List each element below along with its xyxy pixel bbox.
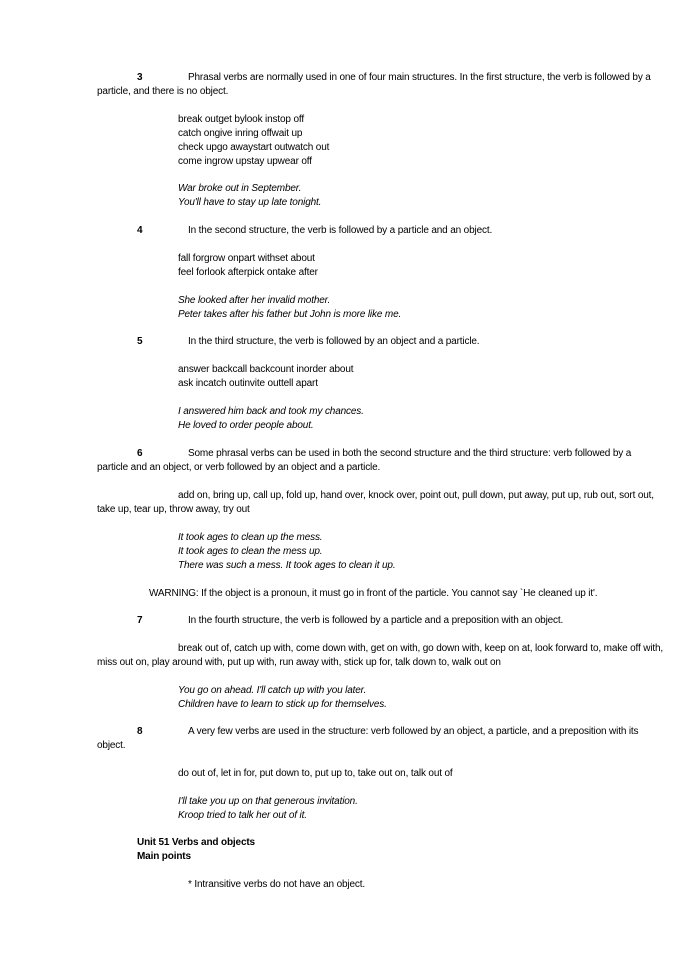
verb-list-line: break out of, catch up with, come down with, get on with, go down with, keep on at, look forward to, make off with,: [178, 643, 664, 654]
section-number: 3: [137, 72, 143, 83]
verb-list-line: ask incatch outinvite outtell apart: [178, 378, 318, 389]
verb-list-line: check upgo awaystart outwatch out: [178, 142, 330, 153]
verb-list-line: answer backcall backcount inorder about: [178, 364, 354, 375]
example-sentence: It took ages to clean up the mess.: [178, 532, 323, 543]
verb-list-line: break outget bylook instop off: [178, 114, 304, 125]
main-point-bullet: * Intransitive verbs do not have an object.: [188, 879, 365, 890]
example-sentence: I'll take you up on that generous invitation.: [178, 796, 358, 807]
section-number: 7: [137, 615, 143, 626]
example-sentence: You'll have to stay up late tonight.: [178, 197, 322, 208]
section-intro: Phrasal verbs are normally used in one of four main structures. In the first structure, the verb is followed by a: [188, 72, 651, 83]
unit-subtitle: Main points: [137, 851, 191, 862]
section-number: 8: [137, 726, 143, 737]
verb-list-line: come ingrow upstay upwear off: [178, 156, 312, 167]
warning-note: WARNING: If the object is a pronoun, it must go in front of the particle. You cannot say `He cleaned up it'.: [149, 588, 598, 599]
verb-list-line: add on, bring up, call up, fold up, hand over, knock over, point out, pull down, put away, put up, rub out, sort out,: [178, 490, 654, 501]
section-intro: Some phrasal verbs can be used in both the second structure and the third structure: verb followed by a: [188, 448, 632, 459]
example-sentence: He loved to order people about.: [178, 420, 314, 431]
example-sentence: You go on ahead. I'll catch up with you later.: [178, 685, 367, 696]
section-number: 6: [137, 448, 143, 459]
example-sentence: War broke out in September.: [178, 183, 302, 194]
example-sentence: I answered him back and took my chances.: [178, 406, 364, 417]
example-sentence: It took ages to clean the mess up.: [178, 546, 323, 557]
example-sentence: There was such a mess. It took ages to clean it up.: [178, 560, 396, 571]
verb-list-line: miss out on, play around with, put up with, run away with, stick up for, talk down to, walk out on: [97, 657, 501, 668]
verb-list-line: fall forgrow onpart withset about: [178, 253, 315, 264]
section-intro: In the fourth structure, the verb is followed by a particle and a preposition with an object.: [188, 615, 564, 626]
unit-title: Unit 51 Verbs and objects: [137, 837, 255, 848]
section-intro: In the second structure, the verb is followed by a particle and an object.: [188, 225, 493, 236]
verb-list-line: take up, tear up, throw away, try out: [97, 504, 250, 515]
verb-list-line: catch ongive inring offwait up: [178, 128, 303, 139]
section-intro: particle and an object, or verb followed by an object and a particle.: [97, 462, 381, 473]
section-number: 4: [137, 225, 143, 236]
section-intro: In the third structure, the verb is followed by an object and a particle.: [188, 336, 480, 347]
example-sentence: She looked after her invalid mother.: [178, 295, 331, 306]
example-sentence: Kroop tried to talk her out of it.: [178, 810, 307, 821]
section-intro: particle, and there is no object.: [97, 86, 229, 97]
section-number: 5: [137, 336, 143, 347]
verb-list-line: feel forlook afterpick ontake after: [178, 267, 318, 278]
section-intro: object.: [97, 740, 126, 751]
section-intro: A very few verbs are used in the structure: verb followed by an object, a particle, and a preposition with its: [188, 726, 639, 737]
example-sentence: Children have to learn to stick up for themselves.: [178, 699, 387, 710]
example-sentence: Peter takes after his father but John is more like me.: [178, 309, 402, 320]
verb-list-line: do out of, let in for, put down to, put up to, take out on, talk out of: [178, 768, 453, 779]
